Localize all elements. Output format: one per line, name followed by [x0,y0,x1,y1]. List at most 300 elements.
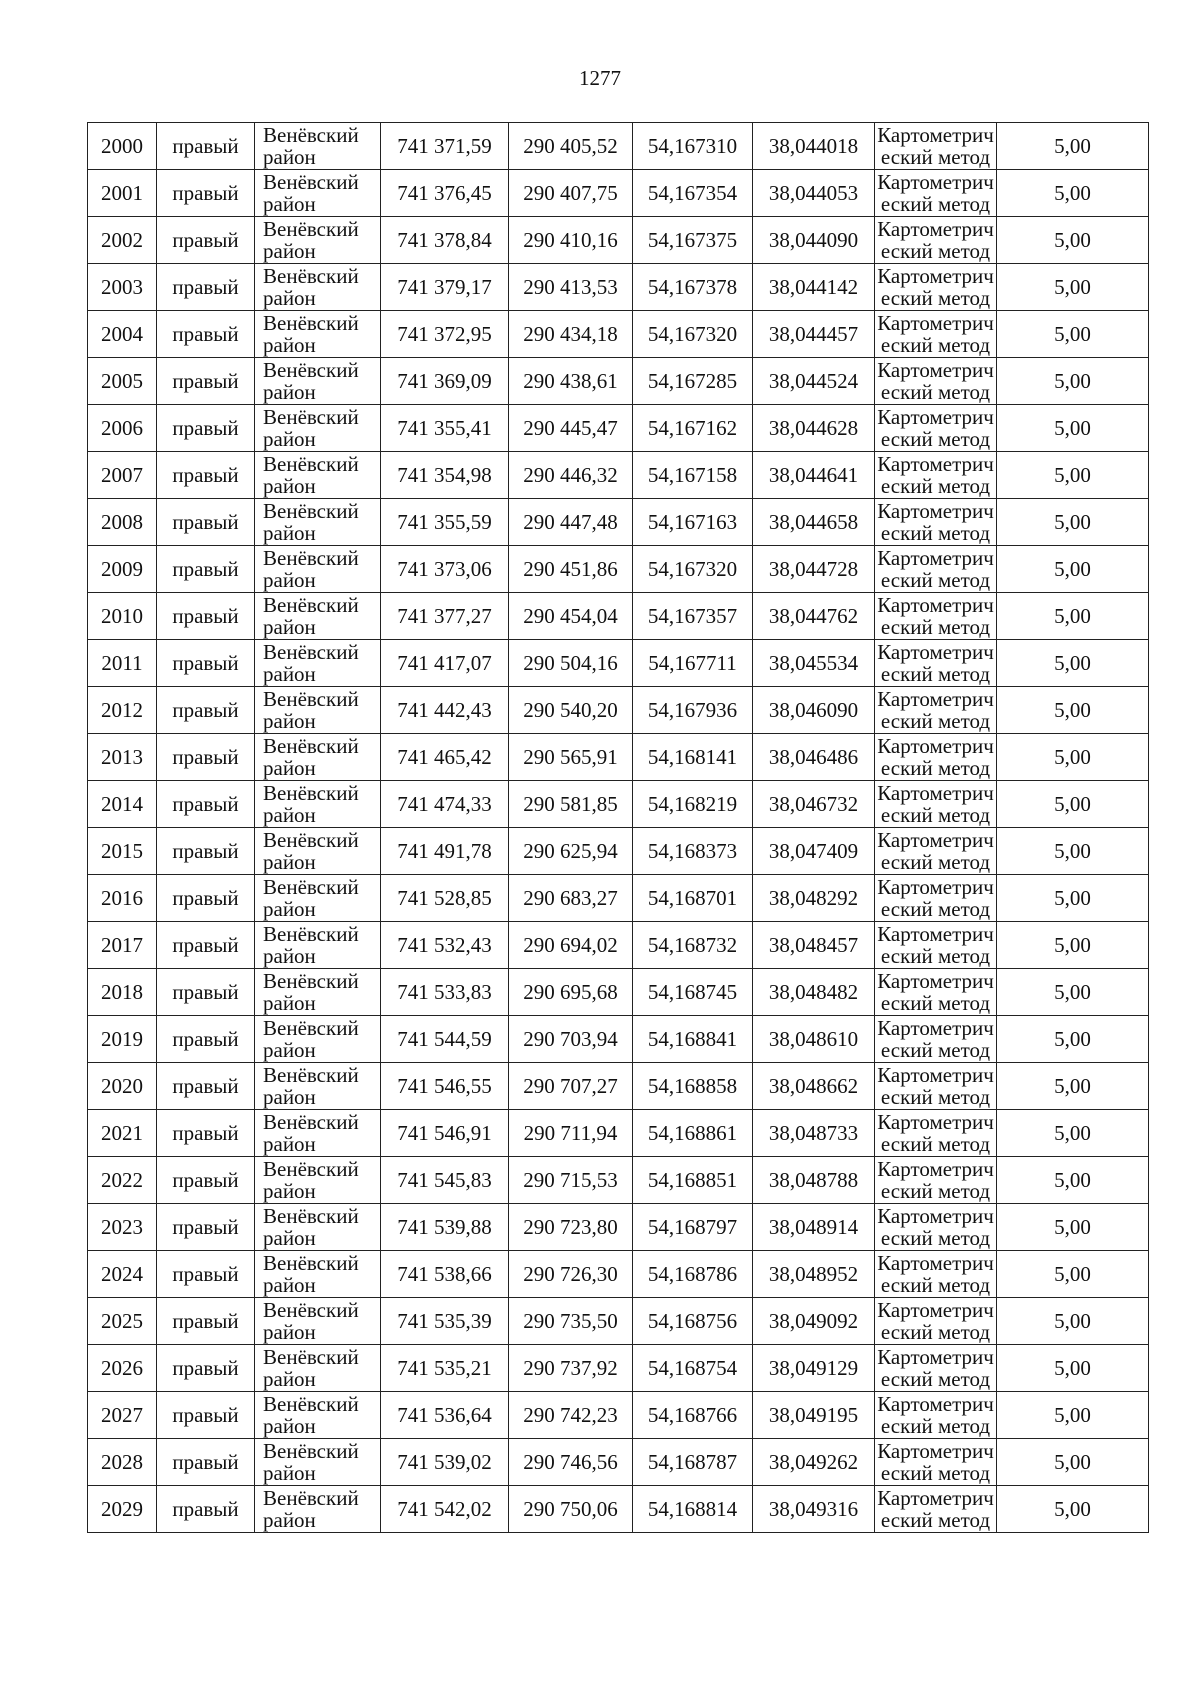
bank-side-cell: правый [157,734,255,781]
method-cell [875,311,997,358]
method-line-1: Картометрич [877,358,994,382]
y-coordinate-cell: 290 726,30 [509,1251,633,1298]
table-row [88,1110,1200,1157]
x-coordinate-cell: 741 546,55 [381,1063,509,1110]
district-cell [255,1157,381,1204]
point-number-cell: 2020 [88,1063,157,1110]
method-cell [875,828,997,875]
y-coordinate-cell: 290 434,18 [509,311,633,358]
method-cell [875,1486,997,1533]
method-line-2: еский метод [880,286,991,310]
longitude-cell: 38,044524 [753,358,875,405]
point-number-cell: 2002 [88,217,157,264]
longitude-cell: 38,048914 [753,1204,875,1251]
y-coordinate-cell: 290 711,94 [509,1110,633,1157]
longitude-cell: 38,045534 [753,640,875,687]
table-row [88,875,1200,922]
latitude-cell: 54,167357 [633,593,753,640]
y-coordinate-cell: 290 695,68 [509,969,633,1016]
longitude-cell: 38,048482 [753,969,875,1016]
latitude-cell: 54,168814 [633,1486,753,1533]
method-line-1: Картометрич [877,687,994,711]
district-cell [255,875,381,922]
accuracy-cell: 5,00 [997,781,1149,828]
longitude-cell: 38,048457 [753,922,875,969]
district-cell [255,969,381,1016]
method-line-2: еский метод [880,474,991,498]
x-coordinate-cell: 741 373,06 [381,546,509,593]
district-line-2: район [263,192,316,216]
district-cell [255,1392,381,1439]
y-coordinate-cell: 290 454,04 [509,593,633,640]
method-line-2: еский метод [880,521,991,545]
method-line-1: Картометрич [877,452,994,476]
point-number-cell: 2024 [88,1251,157,1298]
district-cell [255,170,381,217]
method-line-1: Картометрич [877,1251,994,1275]
method-cell [875,734,997,781]
method-cell [875,1439,997,1486]
latitude-cell: 54,167285 [633,358,753,405]
point-number-cell: 2028 [88,1439,157,1486]
method-cell [875,170,997,217]
latitude-cell: 54,168756 [633,1298,753,1345]
bank-side-cell: правый [157,358,255,405]
bank-side-cell: правый [157,687,255,734]
y-coordinate-cell: 290 405,52 [509,123,633,170]
y-coordinate-cell: 290 703,94 [509,1016,633,1063]
district-line-1: Венёвский [263,123,359,147]
point-number-cell: 2022 [88,1157,157,1204]
longitude-cell: 38,044457 [753,311,875,358]
district-line-1: Венёвский [263,1063,359,1087]
latitude-cell: 54,167320 [633,546,753,593]
longitude-cell: 38,049195 [753,1392,875,1439]
bank-side-cell: правый [157,1204,255,1251]
x-coordinate-cell: 741 546,91 [381,1110,509,1157]
table-body [88,123,1200,1533]
point-number-cell: 2000 [88,123,157,170]
table-row [88,1486,1200,1533]
y-coordinate-cell: 290 715,53 [509,1157,633,1204]
accuracy-cell: 5,00 [997,1298,1149,1345]
longitude-cell: 38,044658 [753,499,875,546]
method-line-1: Картометрич [877,1298,994,1322]
district-line-1: Венёвский [263,828,359,852]
district-cell [255,546,381,593]
longitude-cell: 38,044018 [753,123,875,170]
method-cell [875,1063,997,1110]
method-line-1: Картометрич [877,546,994,570]
method-line-1: Картометрич [877,875,994,899]
point-number-cell: 2025 [88,1298,157,1345]
point-number-cell: 2021 [88,1110,157,1157]
accuracy-cell: 5,00 [997,123,1149,170]
district-line-2: район [263,1367,316,1391]
table-row [88,1204,1200,1251]
accuracy-cell: 5,00 [997,1486,1149,1533]
district-cell [255,358,381,405]
district-cell [255,640,381,687]
table-row [88,1016,1200,1063]
latitude-cell: 54,167158 [633,452,753,499]
method-line-2: еский метод [880,991,991,1015]
district-line-1: Венёвский [263,311,359,335]
latitude-cell: 54,168797 [633,1204,753,1251]
method-line-1: Картометрич [877,828,994,852]
district-line-1: Венёвский [263,217,359,241]
bank-side-cell: правый [157,1157,255,1204]
latitude-cell: 54,167378 [633,264,753,311]
accuracy-cell: 5,00 [997,1392,1149,1439]
method-line-1: Картометрич [877,123,994,147]
district-line-1: Венёвский [263,1110,359,1134]
accuracy-cell: 5,00 [997,1251,1149,1298]
x-coordinate-cell: 741 379,17 [381,264,509,311]
accuracy-cell: 5,00 [997,1345,1149,1392]
point-number-cell: 2027 [88,1392,157,1439]
point-number-cell: 2007 [88,452,157,499]
district-line-1: Венёвский [263,264,359,288]
district-cell [255,781,381,828]
x-coordinate-cell: 741 535,39 [381,1298,509,1345]
accuracy-cell: 5,00 [997,734,1149,781]
table-row [88,405,1200,452]
table-row [88,734,1200,781]
method-line-1: Картометрич [877,1063,994,1087]
district-line-1: Венёвский [263,1439,359,1463]
method-cell [875,1204,997,1251]
table-row [88,969,1200,1016]
point-number-cell: 2018 [88,969,157,1016]
district-cell [255,1486,381,1533]
longitude-cell: 38,044090 [753,217,875,264]
bank-side-cell: правый [157,170,255,217]
latitude-cell: 54,168858 [633,1063,753,1110]
method-line-2: еский метод [880,1508,991,1532]
latitude-cell: 54,168373 [633,828,753,875]
method-cell [875,499,997,546]
accuracy-cell: 5,00 [997,311,1149,358]
method-line-2: еский метод [880,944,991,968]
method-cell [875,969,997,1016]
latitude-cell: 54,167163 [633,499,753,546]
district-line-2: район [263,474,316,498]
accuracy-cell: 5,00 [997,640,1149,687]
accuracy-cell: 5,00 [997,828,1149,875]
district-line-1: Венёвский [263,405,359,429]
method-line-2: еский метод [880,756,991,780]
point-number-cell: 2013 [88,734,157,781]
accuracy-cell: 5,00 [997,217,1149,264]
method-line-2: еский метод [880,615,991,639]
latitude-cell: 54,168701 [633,875,753,922]
method-line-2: еский метод [880,239,991,263]
bank-side-cell: правый [157,264,255,311]
point-number-cell: 2019 [88,1016,157,1063]
method-line-2: еский метод [880,192,991,216]
point-number-cell: 2029 [88,1486,157,1533]
latitude-cell: 54,168754 [633,1345,753,1392]
district-line-1: Венёвский [263,546,359,570]
method-cell [875,875,997,922]
method-line-1: Картометрич [877,217,994,241]
point-number-cell: 2012 [88,687,157,734]
x-coordinate-cell: 741 539,02 [381,1439,509,1486]
method-line-1: Картометрич [877,170,994,194]
coordinates-table [87,122,1200,1533]
x-coordinate-cell: 741 539,88 [381,1204,509,1251]
method-line-1: Картометрич [877,264,994,288]
district-cell [255,1110,381,1157]
method-line-2: еский метод [880,1414,991,1438]
longitude-cell: 38,048662 [753,1063,875,1110]
x-coordinate-cell: 741 377,27 [381,593,509,640]
table-row [88,217,1200,264]
y-coordinate-cell: 290 746,56 [509,1439,633,1486]
district-cell [255,1251,381,1298]
district-line-2: район [263,568,316,592]
x-coordinate-cell: 741 535,21 [381,1345,509,1392]
method-line-2: еский метод [880,803,991,827]
district-line-2: район [263,286,316,310]
accuracy-cell: 5,00 [997,969,1149,1016]
x-coordinate-cell: 741 538,66 [381,1251,509,1298]
longitude-cell: 38,044641 [753,452,875,499]
district-cell [255,1016,381,1063]
bank-side-cell: правый [157,1345,255,1392]
point-number-cell: 2009 [88,546,157,593]
method-line-1: Картометрич [877,405,994,429]
method-line-2: еский метод [880,1038,991,1062]
longitude-cell: 38,049129 [753,1345,875,1392]
district-line-1: Венёвский [263,1298,359,1322]
longitude-cell: 38,049316 [753,1486,875,1533]
district-line-2: район [263,1273,316,1297]
latitude-cell: 54,168766 [633,1392,753,1439]
bank-side-cell: правый [157,1392,255,1439]
y-coordinate-cell: 290 707,27 [509,1063,633,1110]
method-line-2: еский метод [880,380,991,404]
method-line-2: еский метод [880,1179,991,1203]
accuracy-cell: 5,00 [997,1110,1149,1157]
table-row [88,687,1200,734]
table-row [88,1345,1200,1392]
x-coordinate-cell: 741 369,09 [381,358,509,405]
bank-side-cell: правый [157,1439,255,1486]
table-row [88,358,1200,405]
method-line-2: еский метод [880,897,991,921]
latitude-cell: 54,168219 [633,781,753,828]
district-cell [255,405,381,452]
longitude-cell: 38,044728 [753,546,875,593]
longitude-cell: 38,048788 [753,1157,875,1204]
longitude-cell: 38,047409 [753,828,875,875]
district-cell [255,264,381,311]
y-coordinate-cell: 290 750,06 [509,1486,633,1533]
bank-side-cell: правый [157,311,255,358]
table-row [88,1063,1200,1110]
method-line-2: еский метод [880,850,991,874]
y-coordinate-cell: 290 410,16 [509,217,633,264]
y-coordinate-cell: 290 540,20 [509,687,633,734]
table-row [88,264,1200,311]
point-number-cell: 2016 [88,875,157,922]
longitude-cell: 38,046732 [753,781,875,828]
latitude-cell: 54,167310 [633,123,753,170]
bank-side-cell: правый [157,1486,255,1533]
method-cell [875,123,997,170]
bank-side-cell: правый [157,593,255,640]
accuracy-cell: 5,00 [997,687,1149,734]
method-cell [875,1392,997,1439]
point-number-cell: 2005 [88,358,157,405]
district-line-1: Венёвский [263,499,359,523]
district-cell [255,123,381,170]
table-row [88,922,1200,969]
x-coordinate-cell: 741 528,85 [381,875,509,922]
method-line-1: Картометрич [877,922,994,946]
table-row [88,311,1200,358]
y-coordinate-cell: 290 407,75 [509,170,633,217]
method-cell [875,358,997,405]
district-cell [255,828,381,875]
method-line-1: Картометрич [877,1486,994,1510]
method-line-1: Картометрич [877,1110,994,1134]
latitude-cell: 54,168786 [633,1251,753,1298]
method-line-1: Картометрич [877,1439,994,1463]
point-number-cell: 2001 [88,170,157,217]
district-line-1: Венёвский [263,1486,359,1510]
method-cell [875,781,997,828]
x-coordinate-cell: 741 533,83 [381,969,509,1016]
table-row [88,1298,1200,1345]
district-line-2: район [263,756,316,780]
district-line-1: Венёвский [263,1251,359,1275]
method-cell [875,452,997,499]
table-row [88,781,1200,828]
method-line-1: Картометрич [877,640,994,664]
bank-side-cell: правый [157,1063,255,1110]
method-line-2: еский метод [880,1461,991,1485]
bank-side-cell: правый [157,781,255,828]
method-cell [875,922,997,969]
accuracy-cell: 5,00 [997,1063,1149,1110]
y-coordinate-cell: 290 723,80 [509,1204,633,1251]
method-line-1: Картометрич [877,1345,994,1369]
accuracy-cell: 5,00 [997,922,1149,969]
table-row [88,546,1200,593]
x-coordinate-cell: 741 536,64 [381,1392,509,1439]
method-line-1: Картометрич [877,1016,994,1040]
district-line-1: Венёвский [263,1157,359,1181]
method-line-1: Картометрич [877,1204,994,1228]
y-coordinate-cell: 290 451,86 [509,546,633,593]
method-cell [875,687,997,734]
district-line-1: Венёвский [263,452,359,476]
y-coordinate-cell: 290 683,27 [509,875,633,922]
method-line-1: Картометрич [877,1157,994,1181]
district-line-1: Венёвский [263,593,359,617]
district-line-2: район [263,709,316,733]
district-cell [255,1063,381,1110]
latitude-cell: 54,168841 [633,1016,753,1063]
point-number-cell: 2011 [88,640,157,687]
bank-side-cell: правый [157,1251,255,1298]
accuracy-cell: 5,00 [997,452,1149,499]
method-line-1: Картометрич [877,593,994,617]
district-line-2: район [263,944,316,968]
longitude-cell: 38,046090 [753,687,875,734]
bank-side-cell: правый [157,922,255,969]
bank-side-cell: правый [157,1298,255,1345]
x-coordinate-cell: 741 371,59 [381,123,509,170]
method-line-1: Картометрич [877,969,994,993]
district-line-1: Венёвский [263,781,359,805]
method-line-2: еский метод [880,145,991,169]
longitude-cell: 38,044762 [753,593,875,640]
district-line-2: район [263,615,316,639]
longitude-cell: 38,049262 [753,1439,875,1486]
x-coordinate-cell: 741 532,43 [381,922,509,969]
district-line-1: Венёвский [263,734,359,758]
district-cell [255,1204,381,1251]
longitude-cell: 38,048952 [753,1251,875,1298]
latitude-cell: 54,168732 [633,922,753,969]
district-line-2: район [263,1226,316,1250]
method-line-2: еский метод [880,568,991,592]
y-coordinate-cell: 290 742,23 [509,1392,633,1439]
latitude-cell: 54,168141 [633,734,753,781]
bank-side-cell: правый [157,640,255,687]
longitude-cell: 38,049092 [753,1298,875,1345]
point-number-cell: 2003 [88,264,157,311]
latitude-cell: 54,167162 [633,405,753,452]
district-line-1: Венёвский [263,969,359,993]
page-number: 1277 [579,66,621,90]
bank-side-cell: правый [157,828,255,875]
accuracy-cell: 5,00 [997,1204,1149,1251]
point-number-cell: 2006 [88,405,157,452]
y-coordinate-cell: 290 445,47 [509,405,633,452]
y-coordinate-cell: 290 504,16 [509,640,633,687]
accuracy-cell: 5,00 [997,1157,1149,1204]
district-line-1: Венёвский [263,687,359,711]
x-coordinate-cell: 741 465,42 [381,734,509,781]
method-cell [875,1110,997,1157]
bank-side-cell: правый [157,499,255,546]
table-row [88,123,1200,170]
point-number-cell: 2023 [88,1204,157,1251]
table-row [88,1439,1200,1486]
y-coordinate-cell: 290 413,53 [509,264,633,311]
x-coordinate-cell: 741 491,78 [381,828,509,875]
x-coordinate-cell: 741 442,43 [381,687,509,734]
district-line-1: Венёвский [263,358,359,382]
latitude-cell: 54,168787 [633,1439,753,1486]
method-line-1: Картометрич [877,734,994,758]
district-cell [255,922,381,969]
table-row [88,499,1200,546]
method-line-2: еский метод [880,1320,991,1344]
method-cell [875,1157,997,1204]
point-number-cell: 2014 [88,781,157,828]
table-row [88,170,1200,217]
y-coordinate-cell: 290 625,94 [509,828,633,875]
longitude-cell: 38,048610 [753,1016,875,1063]
district-cell [255,687,381,734]
longitude-cell: 38,046486 [753,734,875,781]
